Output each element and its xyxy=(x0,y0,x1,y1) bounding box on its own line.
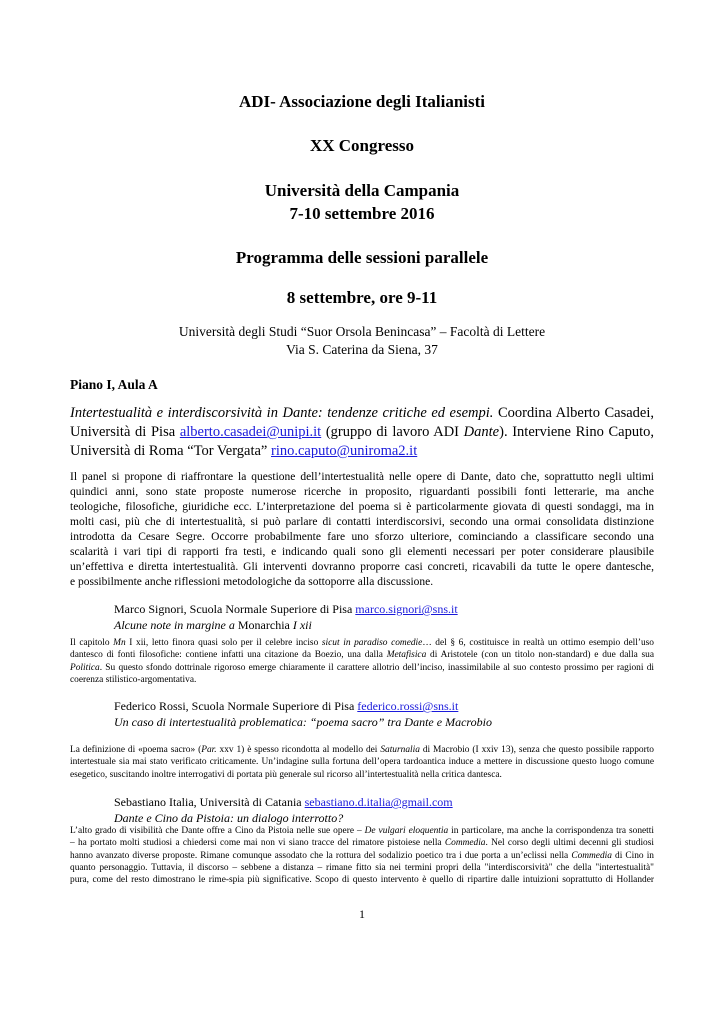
text-run: dantesco di fonti filosofiche: contiene infatti una citazione da Boezio, una dalla xyxy=(70,650,387,661)
talk-title xyxy=(114,810,654,826)
text-run: in particolare, ma anche la corrispondenza tra sonetti xyxy=(448,826,654,836)
talk-abstract xyxy=(70,825,654,886)
italic-text: Par. xyxy=(201,745,217,755)
speaker-email-link[interactable]: federico.rossi@sns.it xyxy=(357,699,459,713)
abstract-line xyxy=(70,850,654,862)
italic-text: I xii xyxy=(289,618,312,632)
panel-abstract xyxy=(70,470,654,590)
abstract-line: molti casi, più che di intertestualità, si può parlare di contatti interdiscorsivi, secondo una ormai consolidata distinzione xyxy=(70,516,654,528)
room-heading: Piano I, Aula A xyxy=(70,377,158,392)
italic-text: Mn xyxy=(113,638,126,648)
abstract-line xyxy=(70,769,654,781)
talk-title xyxy=(114,617,654,633)
text-run: (gruppo di lavoro ADI xyxy=(321,424,464,440)
text-run: . Nel corso degli ultimi decenni gli studiosi xyxy=(485,838,654,849)
italic-text: Dante e Cino da Pistoia: un dialogo interrotto? xyxy=(114,811,344,825)
page-number: 1 xyxy=(359,907,365,921)
venue-line-1: Università degli Studi “Suor Orsola Benincasa” – Facoltà di Lettere xyxy=(178,324,546,339)
university-title: Università della Campania xyxy=(264,181,460,200)
italic-text: De vulgari eloquentia xyxy=(364,826,449,836)
italic-text: Commedia xyxy=(571,850,612,861)
text-run: intertestuale sia mai stato verificato criticamente. Un’indagine sulla fortuna dell’opera tardoantica induce a mettere in discussione questo luogo comune xyxy=(70,757,654,768)
text-run: di Macrobio (I xxiv 13), senza che questo possibile rapporto xyxy=(419,745,654,755)
speaker-email-link[interactable]: sebastiano.d.italia@gmail.com xyxy=(304,795,453,809)
italic-text: sicut in paradiso comedie xyxy=(321,638,423,648)
italic-text: Un caso di intertestualità problematica: “poema sacro” tra Dante e Macrobio xyxy=(114,715,492,729)
text-run: . Su questo sfondo dottrinale rigoroso emerge chiaramente il carattere allotrio dell’inciso, inassimilabile al suo contesto prossimo per ragioni di xyxy=(99,662,654,673)
abstract-line xyxy=(70,825,654,837)
abstract-line: quindici anni, sono state proposte numerose ricerche in proposito, riguardanti possibili fonti letterarie, ma anche xyxy=(70,486,654,498)
italic-text: Alcune note in margine a xyxy=(114,618,238,632)
abstract-line: e possibilmente anche riflessioni metodologiche da sottoporre alla discussione. xyxy=(70,576,434,588)
text-run: I xii, letto finora quasi solo per il celebre inciso xyxy=(125,638,322,648)
abstract-line: teologiche, filosofiche, giuridiche ecc. L’interpretazione del poema si è particolarmente giovata di questi sondaggi, ma in xyxy=(70,501,654,513)
abstract-line xyxy=(70,662,654,674)
abstract-line: Il panel si propone di riaffrontare la questione dell’intertestualità nelle opere di Dante, dato che, soprattutto negli ultimi xyxy=(70,471,654,483)
italic-text: Metafisica xyxy=(386,650,427,661)
abstract-line xyxy=(70,674,654,686)
text-run: xxv 1) è spesso ricondotta al modello dei xyxy=(216,745,381,755)
text-run: di Aristotele (con un titolo non-standard) e due dalla sua xyxy=(426,650,654,661)
italic-text: Dante xyxy=(463,424,500,440)
italic-text: Saturnalia xyxy=(380,745,420,755)
email-link[interactable]: alberto.casadei@unipi.it xyxy=(179,424,322,440)
text-run: La definizione di «poema sacro» ( xyxy=(70,745,202,755)
speaker-name-affiliation: Sebastiano Italia, Università di Catania xyxy=(114,795,305,809)
speaker-email-link[interactable]: marco.signori@sns.it xyxy=(355,602,458,616)
italic-text: Commedia xyxy=(444,838,486,849)
text-run: di Cino in xyxy=(611,850,654,861)
text-run: – ha portato molti studiosi a chiedersi come mai non vi siano tracce del rimatore pistoiese nella xyxy=(70,838,445,849)
text-run: Università di Roma “Tor Vergata” xyxy=(70,443,271,459)
text-run: pura, come del resto dimostrano le rime-spia più significative. Scopo di questo intervento è quello di ripartire dalle intuizioni soprattutto di Hollander xyxy=(70,875,654,886)
panel-line xyxy=(70,404,654,423)
congress-dates: 7-10 settembre 2016 xyxy=(289,204,435,223)
venue-line-2: Via S. Caterina da Siena, 37 xyxy=(286,342,438,357)
panel-line xyxy=(70,423,654,442)
text-run: hanno avanzato diverse proposte. Rimane comunque assodato che la rottura del sodalizio poetico tra i due porta a un’eclissi nella xyxy=(70,850,572,861)
session-time: 8 settembre, ore 9-11 xyxy=(286,288,438,307)
email-link[interactable]: rino.caputo@uniroma2.it xyxy=(271,443,418,459)
org-title: ADI- Associazione degli Italianisti xyxy=(238,92,486,111)
abstract-line xyxy=(70,637,654,649)
talk-title xyxy=(114,714,654,730)
text-run: Il capitolo xyxy=(70,638,114,648)
text-run: quanto personaggio. Tuttavia, il discorso – sebbene a distanza – rimane fitto sia nei termini propri della "interdiscorsività" che della "intertestualità" xyxy=(70,862,654,873)
talk-abstract xyxy=(70,637,654,686)
abstract-line: introdotta da Cesare Segre. Occorre probabilmente fare uno sforzo ulteriore, cominciando a classificare secondo una xyxy=(70,531,654,543)
text-run: coerenza stilistico-argomentativa. xyxy=(70,674,197,685)
text-run: esegetico, suscitando inoltre interrogativi di portata più generale sul ricorso all’intertestualità nella critica dantesca. xyxy=(70,769,502,780)
talk-abstract xyxy=(70,744,654,781)
speaker-name-line xyxy=(114,601,654,617)
speaker-entry xyxy=(114,601,654,633)
text-run: Coordina Alberto Casadei, xyxy=(493,405,654,421)
speaker-name-line xyxy=(114,698,654,714)
panel-description xyxy=(70,404,654,461)
panel-line xyxy=(70,442,654,461)
speaker-name-affiliation: Federico Rossi, Scuola Normale Superiore di Pisa xyxy=(114,699,358,713)
abstract-line: scalarità i vari tipi di rapporti fra testi, e indicando quali sono gli elementi necessari per poter considerare plausibile xyxy=(70,546,654,558)
text-run: Monarchia xyxy=(237,618,290,632)
abstract-line xyxy=(70,756,654,768)
text-run: Università di Pisa xyxy=(70,424,180,440)
abstract-line xyxy=(70,649,654,661)
abstract-line xyxy=(70,837,654,849)
speaker-entry xyxy=(114,698,654,730)
italic-text: Intertestualità e interdiscorsività in Dante: tendenze critiche ed esempi. xyxy=(70,405,494,421)
abstract-line xyxy=(70,744,654,756)
congress-title: XX Congresso xyxy=(309,136,415,155)
text-run: … del § 6, costituisce in realtà un ottimo esempio dell’uso xyxy=(422,638,654,648)
speaker-entry xyxy=(114,794,654,826)
speaker-name-affiliation: Marco Signori, Scuola Normale Superiore di Pisa xyxy=(114,602,356,616)
abstract-line xyxy=(70,874,654,886)
italic-text: Politica xyxy=(70,662,100,673)
abstract-line: un’effettiva e diretta intertestualità. Gli interventi dovranno proporre casi concreti, ricavabili da tutte le opere dantesche, xyxy=(70,561,654,573)
abstract-line xyxy=(70,862,654,874)
text-run: L’alto grado di visibilità che Dante offre a Cino da Pistoia nelle sue opere – xyxy=(70,826,365,836)
text-run: ). Interviene Rino Caputo, xyxy=(499,424,655,440)
program-title: Programma delle sessioni parallele xyxy=(235,248,489,267)
speaker-name-line xyxy=(114,794,654,810)
